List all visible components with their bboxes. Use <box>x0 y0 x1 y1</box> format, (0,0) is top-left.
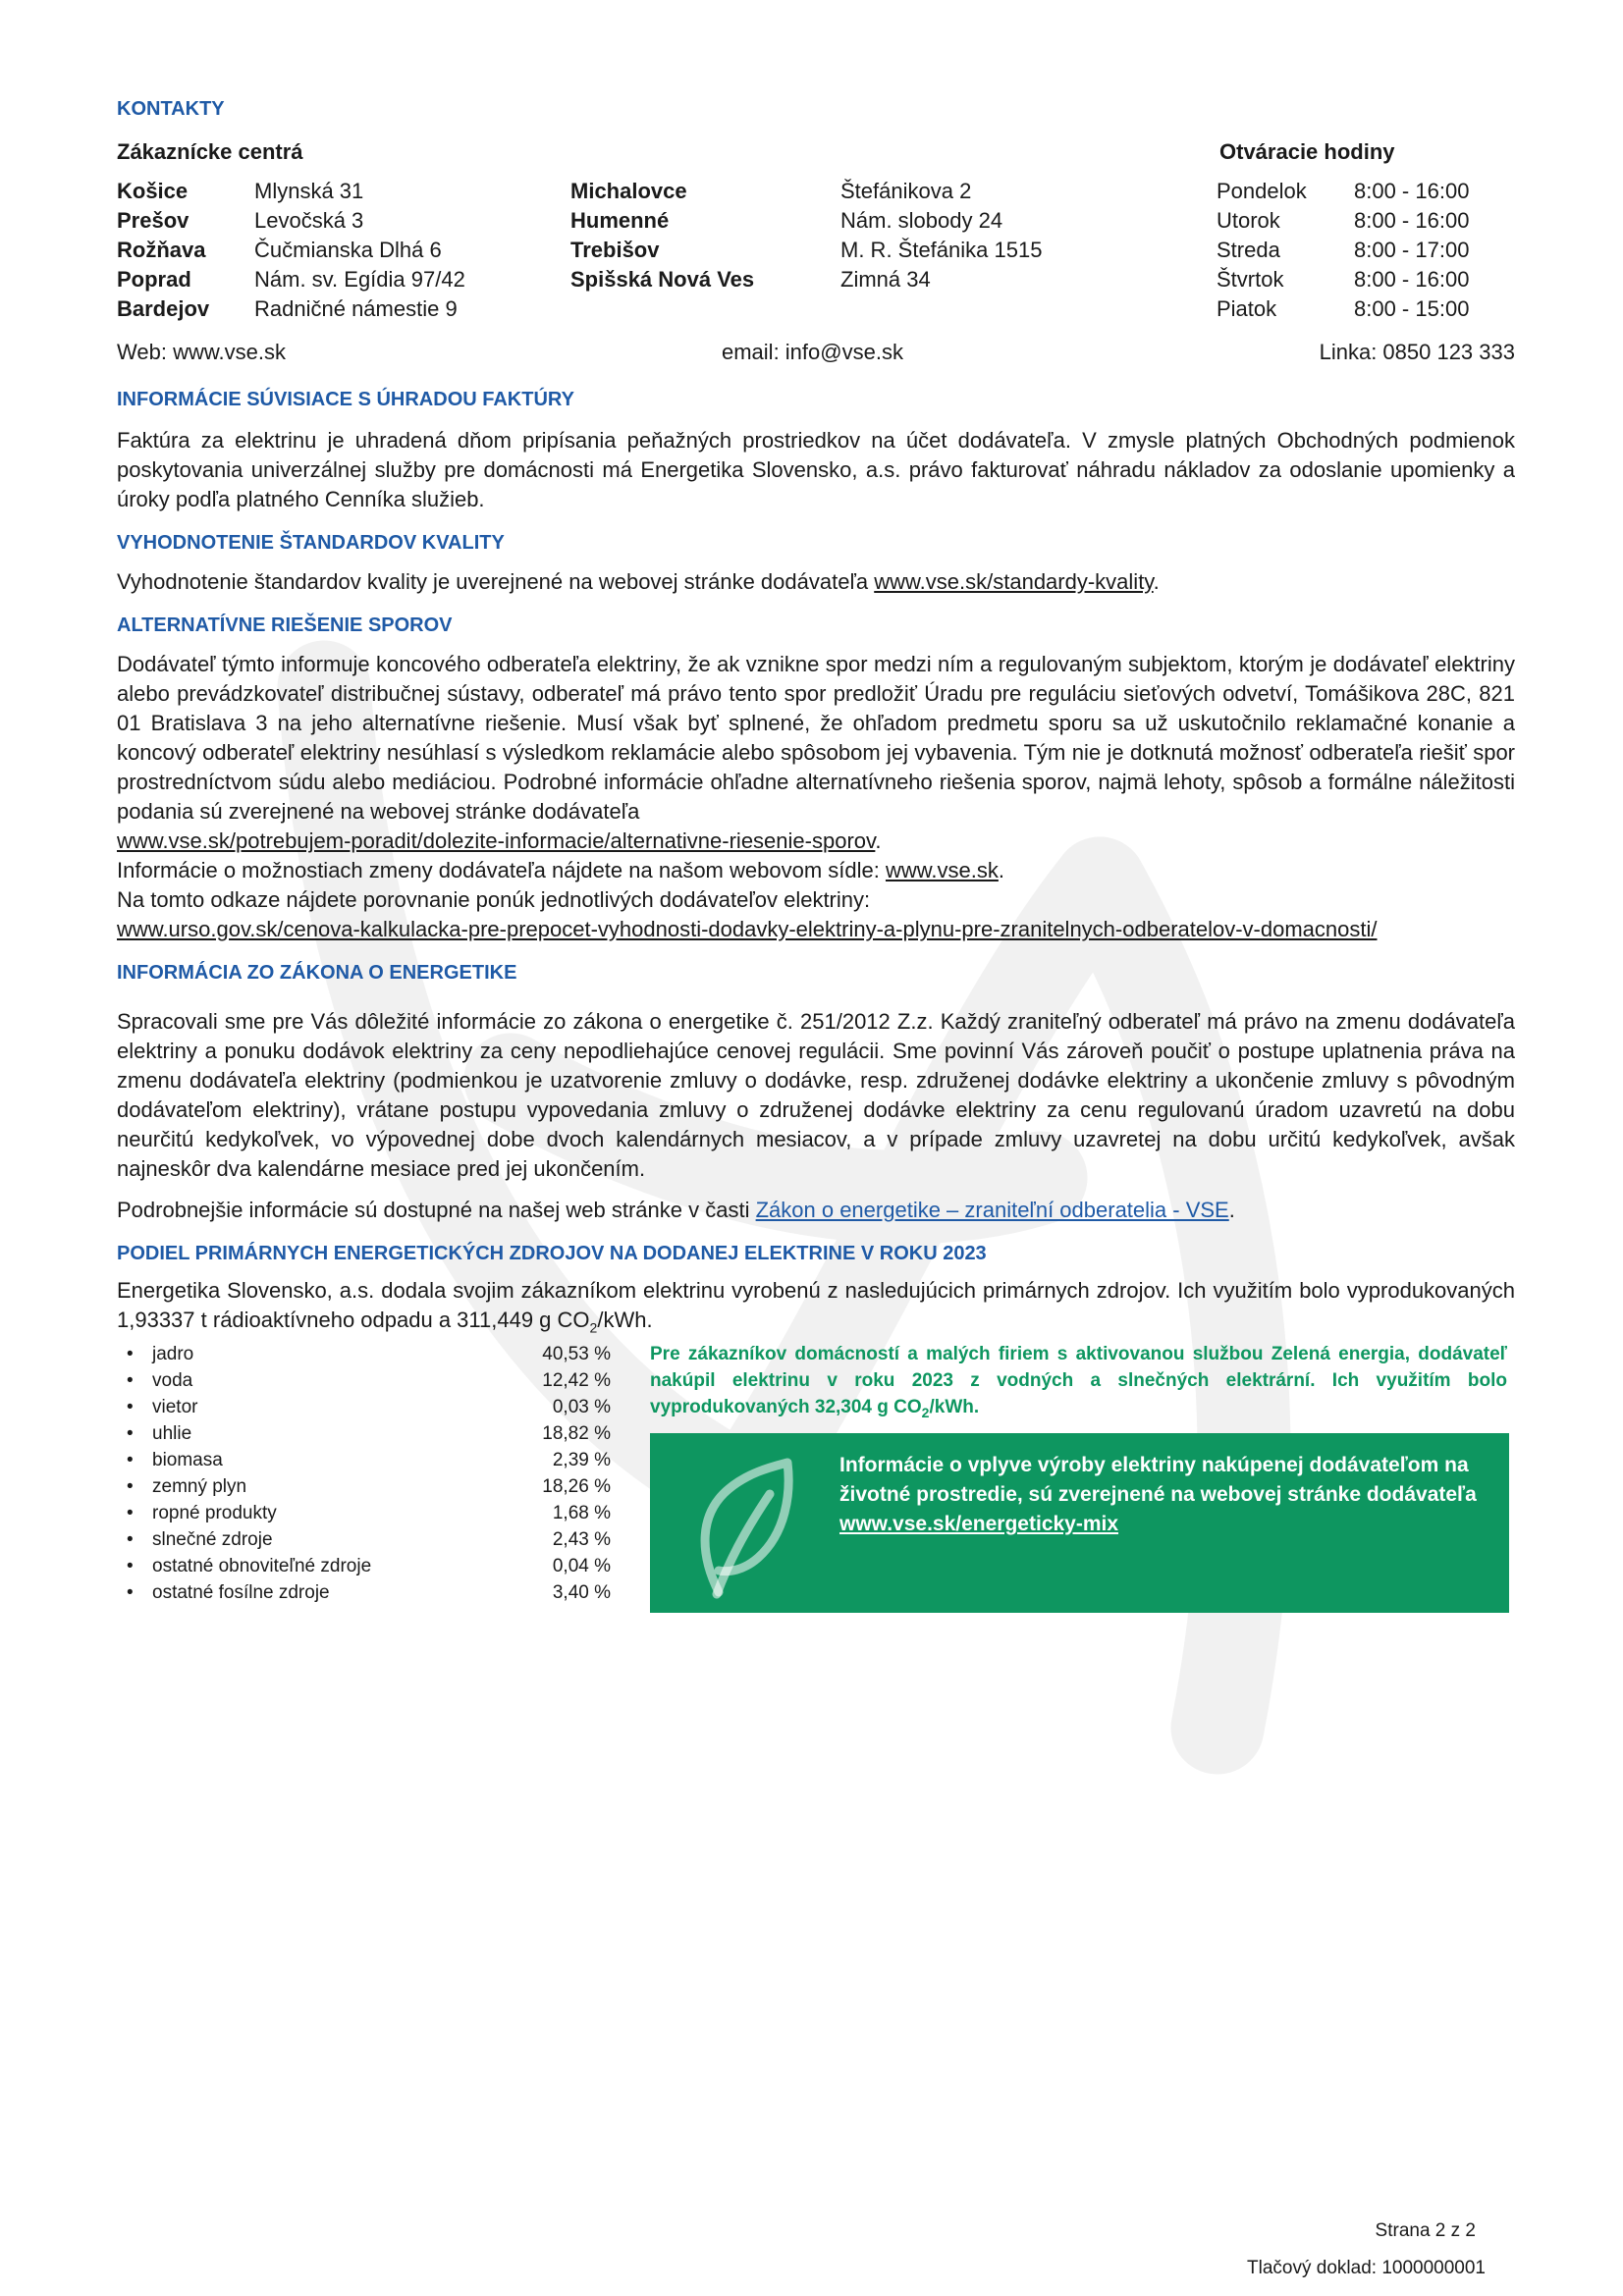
source-value: 18,82 % <box>542 1423 611 1444</box>
address: Štefánikova 2 <box>840 179 972 203</box>
disputes-link-line <box>117 827 1515 856</box>
bullet: • <box>127 1476 134 1497</box>
day: Utorok <box>1217 208 1280 233</box>
source-value: 3,40 % <box>552 1582 611 1603</box>
source-name: ostatné fosílne zdroje <box>152 1582 330 1603</box>
hours: 8:00 - 16:00 <box>1354 208 1470 233</box>
web-link[interactable]: Web: www.vse.sk <box>117 340 286 364</box>
mix-text-b: /kWh. <box>597 1308 653 1332</box>
green-text-b: /kWh. <box>929 1397 980 1417</box>
list-item <box>117 1394 611 1420</box>
source-value: 18,26 % <box>542 1476 611 1497</box>
page-number: Strana 2 z 2 <box>1375 2220 1476 2241</box>
city: Humenné <box>570 208 670 233</box>
hours: 8:00 - 16:00 <box>1354 267 1470 292</box>
hours: 8:00 - 17:00 <box>1354 238 1470 262</box>
payment-heading: INFORMÁCIE SÚVISIACE S ÚHRADOU FAKTÚRY <box>117 389 574 410</box>
source-name: ostatné obnoviteľné zdroje <box>152 1556 372 1576</box>
list-item <box>117 1473 611 1500</box>
disputes-heading: ALTERNATÍVNE RIEŠENIE SPOROV <box>117 614 453 636</box>
disputes-link[interactable]: www.vse.sk/potrebujem-poradit/dolezite-informacie/alternativne-riesenie-sporov <box>117 828 876 853</box>
document-number: Tlačový doklad: 1000000001 <box>1247 2258 1486 2278</box>
source-value: 0,04 % <box>552 1556 611 1576</box>
document-page <box>117 94 1515 1616</box>
list-item <box>117 1420 611 1447</box>
day: Piatok <box>1217 296 1277 321</box>
city: Michalovce <box>570 179 687 203</box>
quality-text: Vyhodnotenie štandardov kvality je uverejnené na webovej stránke dodávateľa <box>117 569 875 594</box>
day: Štvrtok <box>1217 267 1284 292</box>
vse-link[interactable]: www.vse.sk <box>885 858 999 882</box>
source-name: uhlie <box>152 1423 192 1444</box>
payment-text: Faktúra za elektrinu je uhradená dňom pripísania peňažných prostriedkov na účet dodávateľa. V zmysle platných Obchodných podmienok poskytovania univerzálnej služby pre domácnosti má Energetika Slovensko, a.s. právo fakturovať náhradu nákladov za odoslanie upomienky a úroky podľa platného Cenníka služieb. <box>117 428 1515 511</box>
list-item <box>117 1447 611 1473</box>
change-text: Informácie o možnostiach zmeny dodávateľa nájdete na našom webovom sídle: <box>117 858 886 882</box>
law-text: Spracovali sme pre Vás dôležité informácie zo zákona o energetike č. 251/2012 Z.z. Každý zraniteľný odberateľ má právo na zmenu dodávateľa elektriny a ponuku dodávok elektriny za ceny nepodliehajúce cenovej regulácii. Sme povinní Vás zároveň poučiť o postupe uplatnenia práva na zmenu dodávateľa elektriny (podmienkou je uzatvorenie zmluvy o dodávke, resp. združenej dodávke elektriny a ukončenie zmluvy s pôvodným dodávateľom elektriny), vrátane postupu vypovedania zmluvy o združenej dodávke elektriny za cenu regulovanú úradom uzavretú na dobu neurčitú kedykoľvek, vo výpovednej dobe dvoch kalendárnych mesiacov, a v prípade zmluvy uzavretej na dobu určitú kedykoľvek, avšak najneskôr dva kalendárne mesiace pred jej ukončením. <box>117 1009 1515 1181</box>
bullet: • <box>127 1556 134 1576</box>
hours-label: Otváracie hodiny <box>1219 139 1395 164</box>
city: Poprad <box>117 267 191 292</box>
contact-row <box>117 265 1515 294</box>
address: M. R. Štefánika 1515 <box>840 238 1043 262</box>
source-name: slnečné zdroje <box>152 1529 273 1550</box>
contacts-table <box>117 177 1515 324</box>
subscript: 2 <box>921 1404 930 1420</box>
bullet: • <box>127 1529 134 1550</box>
day: Pondelok <box>1217 179 1307 203</box>
address: Čučmianska Dlhá 6 <box>254 238 442 262</box>
compare-link-line <box>117 915 1515 944</box>
list-item <box>117 1579 611 1606</box>
hours: 8:00 - 15:00 <box>1354 296 1470 321</box>
change-line <box>117 856 1515 885</box>
list-item <box>117 1526 611 1553</box>
source-name: voda <box>152 1370 193 1391</box>
green-text-a: Pre zákazníkov domácností a malých firiem s aktivovanou službou Zelená energia, dodávateľ nakúpil elektrinu v roku 2023 z vodných a slnečných elektrární. Ich využitím bolo vyprodukovaných 32,304 g CO <box>650 1344 1507 1417</box>
source-name: zemný plyn <box>152 1476 247 1497</box>
list-item <box>117 1367 611 1394</box>
address: Nám. slobody 24 <box>840 208 1003 233</box>
quality-link[interactable]: www.vse.sk/standardy-kvality <box>874 569 1154 594</box>
list-item <box>117 1500 611 1526</box>
box-text: Informácie o vplyve výroby elektriny nakúpenej dodávateľom na životné prostredie, sú zverejnené na webovej stránke dodávateľa <box>839 1454 1477 1506</box>
leaf-icon <box>689 1455 797 1602</box>
compare-text: Na tomto odkaze nájdete porovnanie ponúk jednotlivých dodávateľov elektriny: <box>117 887 871 912</box>
energy-mix-link[interactable]: www.vse.sk/energeticky-mix <box>839 1513 1119 1535</box>
email-link[interactable]: email: info@vse.sk <box>722 340 903 364</box>
bullet: • <box>127 1397 134 1417</box>
source-name: biomasa <box>152 1450 223 1470</box>
source-name: ropné produkty <box>152 1503 277 1523</box>
address: Zimná 34 <box>840 267 931 292</box>
green-energy-note <box>650 1341 1507 1420</box>
address: Nám. sv. Egídia 97/42 <box>254 267 465 292</box>
quality-paragraph <box>117 567 1515 597</box>
punctuation: . <box>1153 569 1160 594</box>
address: Levočská 3 <box>254 208 364 233</box>
contact-row <box>117 236 1515 265</box>
list-item <box>117 1553 611 1579</box>
law-heading: INFORMÁCIA ZO ZÁKONA O ENERGETIKE <box>117 962 517 984</box>
bullet: • <box>127 1503 134 1523</box>
mix-section <box>117 1341 1515 1616</box>
law-more-text: Podrobnejšie informácie sú dostupné na našej web stránke v časti <box>117 1198 756 1222</box>
source-value: 2,39 % <box>552 1450 611 1470</box>
punctuation: . <box>1228 1198 1235 1222</box>
contact-channels <box>117 338 1515 371</box>
city: Spišská Nová Ves <box>570 267 755 292</box>
urso-link[interactable]: www.urso.gov.sk/cenova-kalkulacka-pre-prepocet-vyhodnosti-dodavky-elektriny-a-plynu-pre-zranitelnych-odberatelov-v-domacnosti/ <box>117 917 1378 941</box>
punctuation: . <box>875 828 882 853</box>
address: Mlynská 31 <box>254 179 364 203</box>
environment-info-box <box>650 1433 1509 1613</box>
phone-line: Linka: 0850 123 333 <box>1319 340 1515 364</box>
mix-text-a: Energetika Slovensko, a.s. dodala svojim zákazníkom elektrinu vyrobenú z nasledujúcich primárnych zdrojov. Ich využitím bolo vyprodukovaných 1,93337 t rádioaktívneho odpadu a 311,449 g CO <box>117 1278 1515 1332</box>
city: Košice <box>117 179 189 203</box>
contact-row <box>117 177 1515 206</box>
bullet: • <box>127 1450 134 1470</box>
source-value: 1,68 % <box>552 1503 611 1523</box>
contacts-subheader <box>117 137 1515 177</box>
disputes-text: Dodávateľ týmto informuje koncového odberateľa elektriny, že ak vznikne spor medzi ním a regulovaným subjektom, ktorým je dodávateľ elektriny alebo prevádzkovateľ distribučnej sústavy, odberateľ má právo tento spor predložiť Úradu pre reguláciu sieťových odvetví, Tomášikova 28C, 821 01 Bratislava 3 na jeho alternatívne riešenie. Musí však byť splnené, že ohľadom predmetu sporu sa už uskutočnilo reklamačné konanie a koncový odberateľ elektriny nesúhlasí s výsledkom reklamácie alebo spôsobom jej vybavenia. Tým nie je dotknutá možnosť odberateľa riešiť spor prostredníctvom súdu alebo mediáciou. Podrobné informácie ohľadne alternatívneho riešenia sporov, najmä lehoty, spôsob a formálne náležitosti podania sú zverejnené na webovej stránke dodávateľa <box>117 652 1515 824</box>
punctuation: . <box>998 858 1005 882</box>
source-value: 12,42 % <box>542 1370 611 1391</box>
bullet: • <box>127 1423 134 1444</box>
day: Streda <box>1217 238 1280 262</box>
subscript: 2 <box>589 1319 598 1336</box>
bullet: • <box>127 1582 134 1603</box>
mix-text <box>117 1276 1515 1335</box>
source-value: 40,53 % <box>542 1344 611 1364</box>
contact-row <box>117 294 1515 324</box>
hours: 8:00 - 16:00 <box>1354 179 1470 203</box>
source-value: 0,03 % <box>552 1397 611 1417</box>
mix-heading: PODIEL PRIMÁRNYCH ENERGETICKÝCH ZDROJOV NA DODANEJ ELEKTRINE V ROKU 2023 <box>117 1243 987 1264</box>
address: Radničné námestie 9 <box>254 296 458 321</box>
energy-mix-list <box>117 1341 611 1606</box>
source-value: 2,43 % <box>552 1529 611 1550</box>
city: Bardejov <box>117 296 210 321</box>
bullet: • <box>127 1344 134 1364</box>
city: Rožňava <box>117 238 206 262</box>
centers-label: Zákaznícke centrá <box>117 139 303 164</box>
city: Prešov <box>117 208 189 233</box>
bullet: • <box>127 1370 134 1391</box>
list-item <box>117 1341 611 1367</box>
law-more-line <box>117 1196 1515 1225</box>
law-more-link[interactable]: Zákon o energetike – zraniteľní odberatelia - VSE <box>755 1198 1229 1222</box>
city: Trebišov <box>570 238 660 262</box>
quality-heading: VYHODNOTENIE ŠTANDARDOV KVALITY <box>117 532 505 554</box>
contact-row <box>117 206 1515 236</box>
source-name: jadro <box>152 1344 194 1364</box>
environment-info-text <box>839 1451 1488 1539</box>
source-name: vietor <box>152 1397 198 1417</box>
contacts-heading: KONTAKTY <box>117 98 225 120</box>
